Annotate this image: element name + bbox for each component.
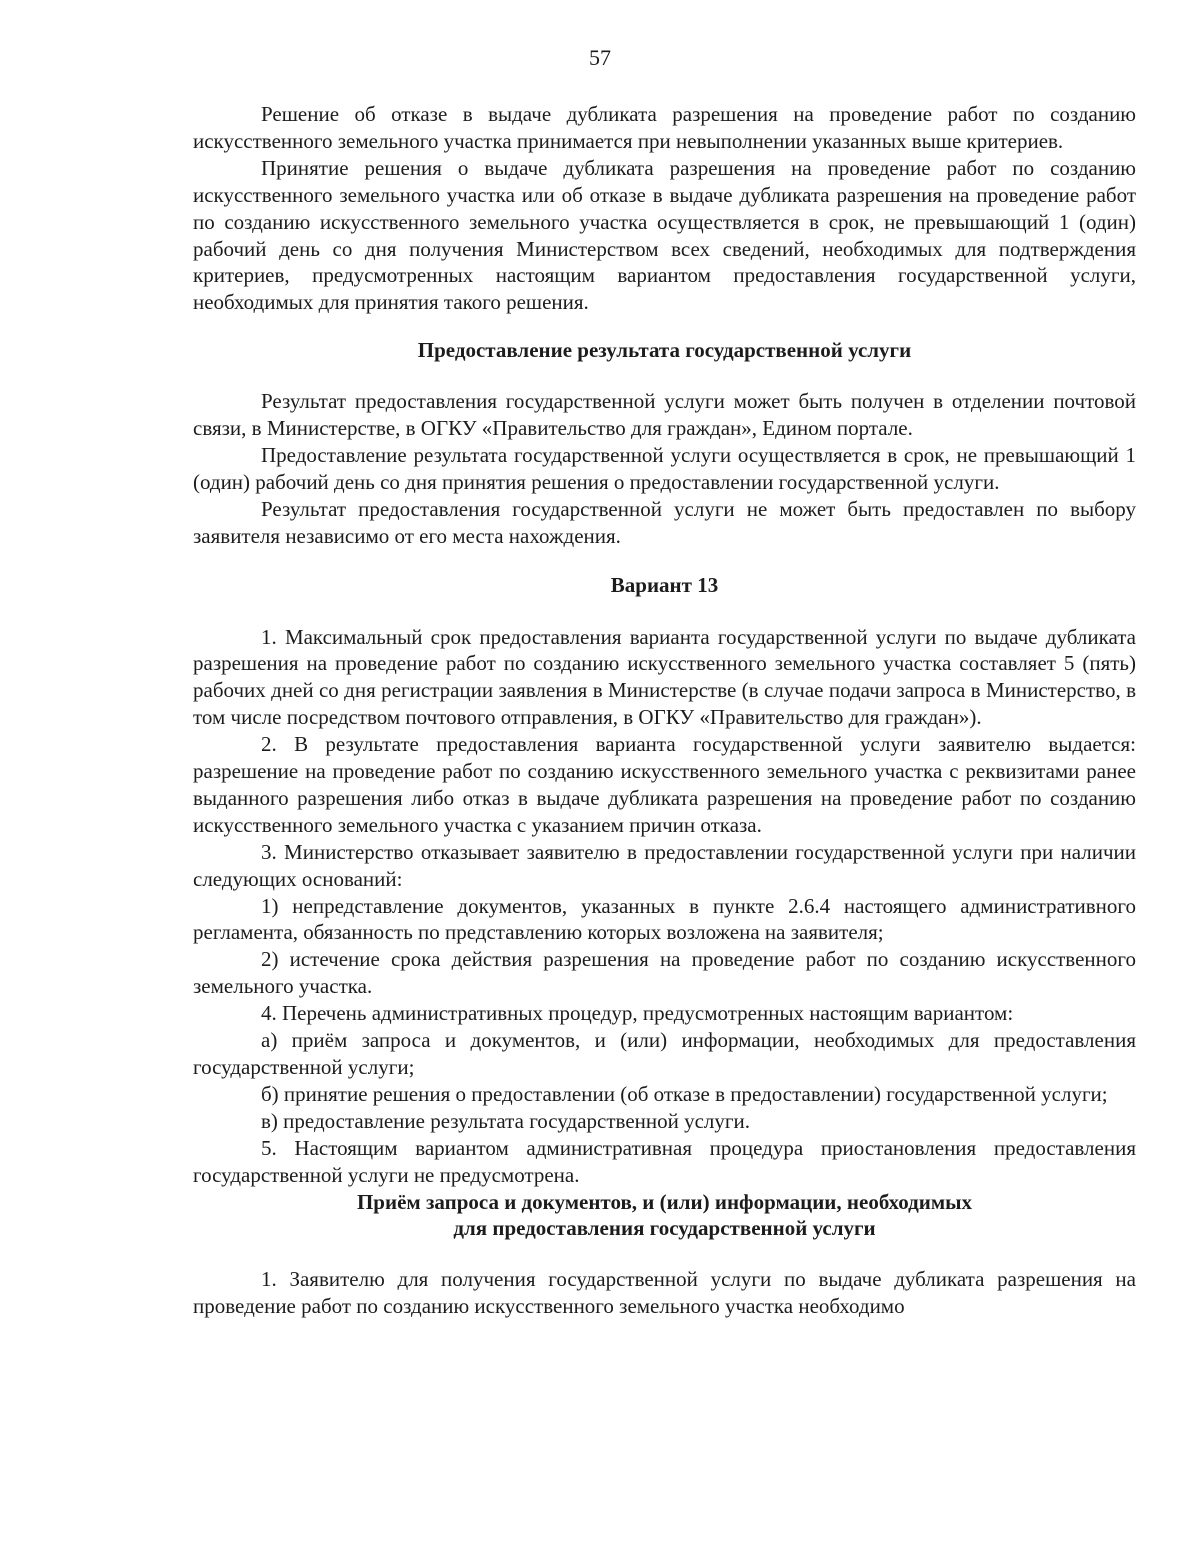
paragraph: Результат предоставления государственной услуги не может быть предоставлен по выбору заявителя независимо от его места нахождения.: [193, 496, 1136, 548]
list-item: 2) истечение срока действия разрешения на проведение работ по созданию искусственного земельного участка.: [193, 947, 1136, 999]
section-heading: Предоставление результата государственной услуги: [417, 338, 912, 363]
subsection-heading-line-2: для предоставления государственной услуги: [453, 1216, 876, 1241]
list-item: а) приём запроса и документов, и (или) информации, необходимых для предоставления государственной услуги;: [193, 1028, 1136, 1079]
list-item: 1) непредставление документов, указанных в пункте 2.6.4 настоящего административного регламента, обязанность по представлению которых возложена на заявителя;: [193, 893, 1136, 945]
paragraph: 4. Перечень административных процедур, предусмотренных настоящим вариантом:: [261, 1001, 1014, 1026]
variant-heading: Вариант 13: [610, 572, 719, 597]
page-number: 57: [589, 45, 611, 70]
document-body: [193, 101, 1136, 1320]
list-item: в) предоставление результата государственной услуги.: [261, 1108, 751, 1133]
paragraph: 3. Министерство отказывает заявителю в предоставлении государственной услуги при наличии следующих оснований:: [193, 839, 1136, 891]
paragraph: Решение об отказе в выдаче дубликата разрешения на проведение работ по созданию искусственного земельного участка принимается при невыполнении указанных выше критериев.: [193, 102, 1136, 153]
paragraph: Принятие решения о выдаче дубликата разрешения на проведение работ по созданию искусственного земельного участка или об отказе в выдаче дубликата разрешения на проведение работ по созданию искусственного земельного участка осуществляется в срок, не превышающий 1 (один) рабочий день со дня получения Министерством всех сведений, необходимых для подтверждения критериев, предусмотренных настоящим вариантом предоставления государственной услуги, необходимых для принятия такого решения.: [193, 155, 1136, 315]
paragraph: Результат предоставления государственной услуги может быть получен в отделении почтовой связи, в Министерстве, в ОГКУ «Правительство для граждан», Едином портале.: [193, 389, 1136, 441]
paragraph: 1. Заявителю для получения государственной услуги по выдаче дубликата разрешения на проведение работ по созданию искусственного земельного участка необходимо: [193, 1267, 1136, 1319]
paragraph: 2. В результате предоставления варианта государственной услуги заявителю выдается: разрешение на проведение работ по созданию искусственного земельного участка с реквизитами ранее выданного разрешения либо отказ в выдаче дубликата разрешения на проведение работ по созданию искусственного земельного участка с указанием причин отказа.: [193, 732, 1136, 837]
list-item: б) принятие решения о предоставлении (об отказе в предоставлении) государственной услуги;: [261, 1081, 1108, 1106]
subsection-heading-line-1: Приём запроса и документов, и (или) информации, необходимых: [356, 1189, 973, 1214]
paragraph: 1. Максимальный срок предоставления варианта государственной услуги по выдаче дубликата разрешения на проведение работ по созданию искусственного земельного участка составляет 5 (пять) рабочих дней со дня регистрации заявления в Министерстве (в случае подачи запроса в Министерство, в том числе посредством почтового отправления, в ОГКУ «Правительство для граждан»).: [193, 624, 1136, 730]
paragraph: 5. Настоящим вариантом административная процедура приостановления предоставления государственной услуги не предусмотрена.: [193, 1135, 1136, 1187]
paragraph: Предоставление результата государственной услуги осуществляется в срок, не превышающий 1 (один) рабочий день со дня принятия решения о предоставлении государственной услуги.: [193, 442, 1136, 494]
